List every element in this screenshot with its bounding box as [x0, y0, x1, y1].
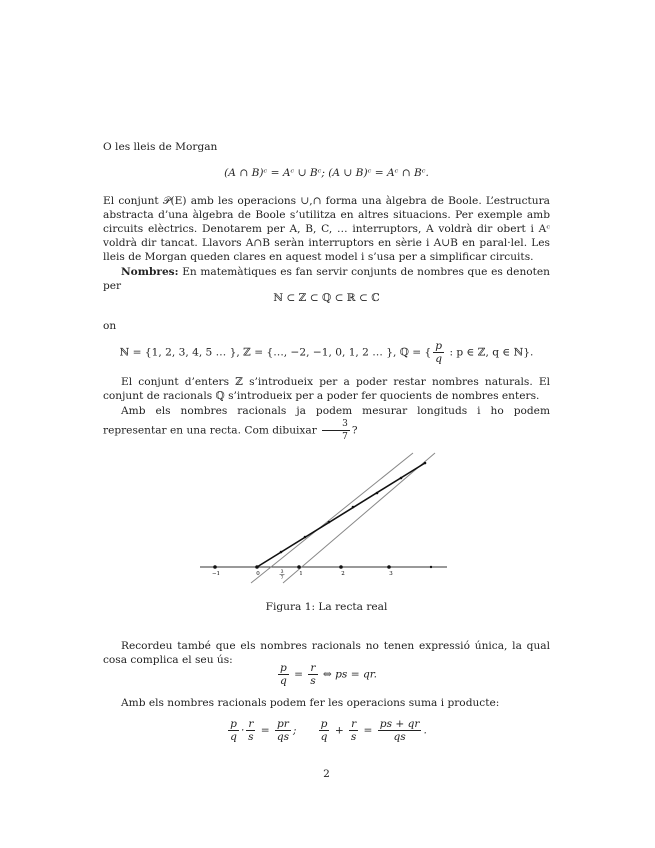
figure-caption: Figura 1: La recta real: [265, 601, 388, 613]
eq-den: s: [310, 675, 316, 687]
tick-label: 2: [341, 571, 345, 577]
ray-dot: [352, 506, 355, 509]
construction-line-1: [251, 453, 413, 583]
racionals-text: Amb els nombres racionals ja podem mesurar longituds i ho podem representar en una recta. Com dibuixar: [103, 405, 550, 437]
tick-dot: [430, 566, 432, 568]
ray-dot: [400, 477, 403, 480]
tick-label: 1: [299, 571, 303, 577]
ray-dot: [328, 521, 331, 524]
equation-operations: [103, 718, 550, 743]
sets-def-pre: ℕ = {1, 2, 3, 4, 5 … }, ℤ = {…, −2, −1, 0, 1, 2 … }, ℚ = {: [119, 346, 432, 359]
ray-dot: [376, 492, 379, 495]
racionals-num: 3: [322, 418, 350, 431]
eq-rest: ⇔ ps = qr.: [319, 668, 377, 681]
frac-label-num: 3: [280, 570, 284, 575]
eq-frac-rs: [308, 662, 317, 687]
op-den: q: [230, 731, 237, 743]
op-den: s: [248, 731, 254, 743]
tick-dot: [339, 565, 343, 569]
op-num: p: [230, 718, 237, 730]
sets-definition: [103, 340, 550, 365]
sets-chain: ℕ ⊂ ℤ ⊂ ℚ ⊂ ℝ ⊂ ℂ: [273, 292, 380, 304]
paragraph-operacions: Amb els nombres racionals podem fer les operacions suma i producte:: [121, 697, 500, 709]
equation-uniqueness: [103, 662, 550, 687]
op-sign: =: [257, 724, 274, 737]
real-line-figure: [195, 445, 455, 595]
construction-line-2: [280, 453, 435, 583]
page-number: 2: [323, 768, 330, 780]
ray-line: [257, 463, 425, 567]
paragraph-recordeu: Recordeu també que els nombres racionals no tenen expressió única, la qual cosa complica el seu ús:: [103, 640, 550, 666]
tick-dot: [255, 565, 259, 569]
op-den: qs: [393, 731, 406, 743]
sets-def-fraction: [433, 340, 444, 365]
frac-label-den: 7: [280, 576, 284, 581]
op-den: q: [320, 731, 328, 743]
nombres-label: Nombres:: [121, 266, 179, 278]
racionals-den: 7: [342, 432, 348, 442]
op-num: pr: [277, 718, 289, 730]
op-frac: [319, 718, 330, 743]
op-sign: ·: [240, 724, 245, 737]
op-frac: [246, 718, 255, 743]
tick-label: 0: [256, 571, 260, 577]
op-frac: [228, 718, 239, 743]
ray-dot: [304, 536, 307, 539]
nombres-text: En matemàtiques es fan servir conjunts de nombres que es denoten per: [103, 266, 550, 292]
op-frac: [378, 718, 422, 743]
op-sign: .: [423, 724, 427, 737]
eq-den: q: [280, 675, 287, 687]
sets-def-den: q: [435, 353, 443, 365]
op-den: s: [350, 731, 357, 743]
morgan-equation: (A ∩ B)ᶜ = Aᶜ ∪ Bᶜ; (A ∪ B)ᶜ = Aᶜ ∩ Bᶜ.: [224, 167, 429, 179]
eq-sign: =: [290, 668, 307, 681]
paragraph-racionals: [103, 404, 550, 443]
op-num: r: [248, 718, 254, 730]
op-num: ps + qr: [379, 718, 420, 730]
sets-def-num: p: [435, 340, 443, 352]
op-sign: ;: [292, 724, 317, 737]
tick-dot: [297, 565, 301, 569]
paragraph-enters: El conjunt d’enters ℤ s’introdueix per a poder restar nombres naturals. El conjunt de racionals ℚ s’introdueix per a poder fer quocients de nombres enters.: [103, 376, 550, 402]
op-sign: +: [331, 724, 348, 737]
tick-label: −1: [211, 571, 221, 577]
racionals-post: ?: [351, 424, 358, 437]
op-num: p: [320, 718, 328, 730]
eq-frac-pq: [278, 662, 289, 687]
op-num: r: [351, 718, 357, 730]
ray-dot: [280, 551, 283, 554]
op-frac: [275, 718, 291, 743]
racionals-fraction: [322, 418, 350, 443]
op-frac: [349, 718, 358, 743]
paragraph-boole: El conjunt 𝒫(E) amb les operacions ∪,∩ forma una àlgebra de Boole. L’estructura abstracta d’una àlgebra de Boole s’utilitza en altres situacions. Per exemple amb circuits elèctrics. Denotarem per A, B, C, … interruptors, A voldrà dir obert i Aᶜ voldrà dir tancat. Llavors A∩B seràn interruptors en sèrie i A∪B en paral·lel. Les lleis de Morgan queden clares en aquest model i s’usa per a simplificar circuits.: [103, 195, 550, 263]
tick-label: 3: [389, 571, 393, 577]
paragraph-nombres: [103, 265, 550, 293]
intro-text: O les lleis de Morgan: [103, 141, 218, 153]
tick-dot: [387, 565, 391, 569]
eq-num: p: [280, 662, 287, 674]
sets-def-post: : p ∈ ℤ, q ∈ ℕ}.: [446, 346, 534, 359]
op-sign: =: [360, 724, 376, 737]
eq-num: r: [310, 662, 316, 674]
on-word: on: [103, 320, 117, 332]
tick-dot: [213, 565, 217, 569]
ray-dot: [424, 462, 427, 465]
op-den: qs: [276, 731, 290, 743]
